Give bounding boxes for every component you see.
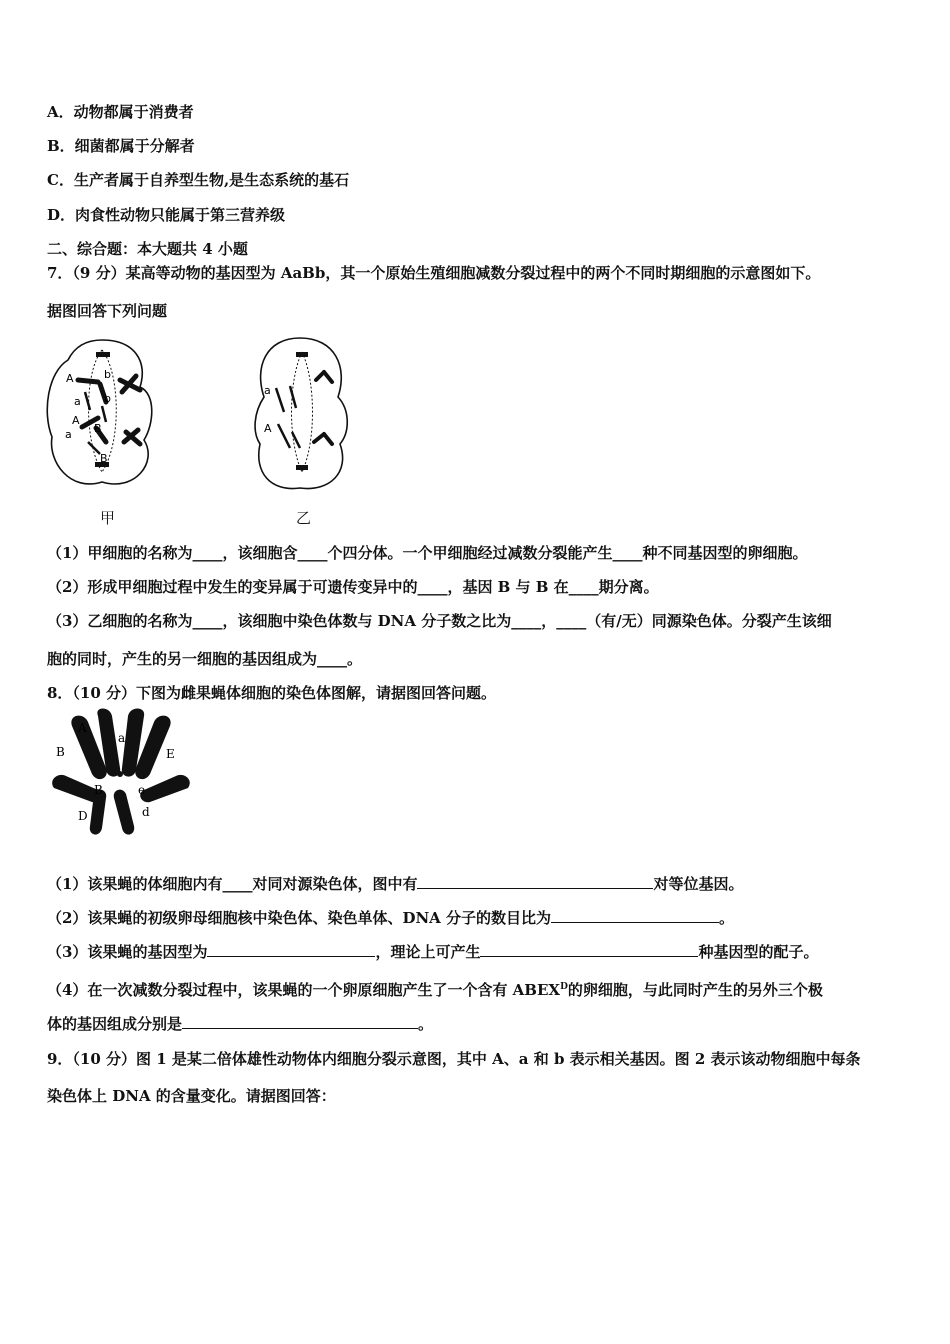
q9-stem: 9．（10 分）图 1 是某二倍体雄性动物体内细胞分裂示意图，其中 A、a 和 b 表示相关基因。图 2 表示该动物细胞中每条 [47, 1050, 861, 1068]
q8-part-3 [47, 942, 818, 962]
q8-part-3-tail: 种基因型的配子。 [698, 943, 819, 961]
q7-part-2: （2）形成甲细胞过程中发生的变异属于可遗传变异中的____，基因 B 与 B 在____期分离。 [47, 578, 659, 596]
q8-part-4b [47, 1014, 433, 1034]
cell-jia-figure [40, 332, 170, 502]
gene-label: e [138, 783, 146, 797]
fruitfly-chromosome-figure [50, 708, 195, 840]
gene-label: B [100, 452, 108, 465]
gene-label: E [166, 747, 175, 761]
q8-part-2 [47, 908, 734, 928]
answer-blank [551, 908, 719, 923]
q7-stem: 7．（9 分）某高等动物的基因型为 AaBb，其一个原始生殖细胞减数分裂过程中的两个不同时期细胞的示意图如下。 [47, 264, 821, 282]
q8-part-2-text: （2）该果蝇的初级卵母细胞核中染色体、染色单体、DNA 分子的数目比为 [47, 909, 552, 927]
cell-yi-figure [250, 332, 360, 502]
gene-label: d [142, 805, 150, 819]
q8-part-3-text: （3）该果蝇的基因型为 [47, 943, 208, 961]
section-heading: 二、综合题：本大题共 4 小题 [47, 240, 248, 258]
gene-label: a [74, 395, 81, 408]
q8-part-4 [47, 977, 823, 1000]
gene-label: A [78, 721, 87, 735]
fig-caption-jia: 甲 [100, 509, 116, 527]
gene-label: a [264, 384, 271, 397]
q8-part-4-text: （4）在一次减数分裂过程中，该果蝇的一个卵原细胞产生了一个含有 ABEX [47, 981, 561, 999]
gene-label: D [78, 809, 88, 823]
answer-blank [182, 1014, 418, 1029]
gene-label: B [94, 783, 103, 797]
option-d: D．肉食性动物只能属于第三营养级 [47, 206, 286, 224]
gene-label: A [264, 422, 272, 435]
option-a: A．动物都属于消费者 [47, 103, 194, 121]
gene-label: a [118, 731, 126, 745]
q8-part-4-rest: 的卵细胞，与此同时产生的另外三个极 [567, 981, 823, 999]
q8-part-4b-tail: 。 [418, 1015, 434, 1033]
q7-part-3a: （3）乙细胞的名称为____，该细胞中染色体数与 DNA 分子数之比为____，____（有/无）同源染色体。分裂产生该细 [47, 612, 832, 630]
q7-part-1: （1）甲细胞的名称为____，该细胞含____个四分体。一个甲细胞经过减数分裂能产生____种不同基因型的卵细胞。 [47, 544, 808, 562]
q7-stem-2: 据图回答下列问题 [47, 302, 168, 320]
q9-stem-2: 染色体上 DNA 的含量变化。请据图回答： [47, 1087, 336, 1105]
gene-label: A [66, 372, 74, 385]
answer-blank [207, 942, 375, 957]
fig-caption-yi: 乙 [296, 509, 312, 527]
q8-part-1-tail: 对等位基因。 [653, 875, 744, 893]
q8-stem: 8．（10 分）下图为雌果蝇体细胞的染色体图解，请据图回答问题。 [47, 684, 497, 702]
gene-label: B [94, 422, 102, 435]
gene-label: a [65, 428, 72, 441]
option-b: B．细菌都属于分解者 [47, 137, 195, 155]
q8-part-2-tail: 。 [719, 909, 735, 927]
gene-label: A [72, 414, 80, 427]
option-c: C．生产者属于自养型生物,是生态系统的基石 [47, 171, 350, 189]
answer-blank [480, 942, 698, 957]
q8-part-3-mid: ，理论上可产生 [375, 943, 481, 961]
q8-part-4b-text: 体的基因组成分别是 [47, 1015, 183, 1033]
q7-part-3b: 胞的同时，产生的另一细胞的基因组成为____。 [47, 650, 363, 668]
superscript: D [560, 982, 568, 992]
q8-part-1 [47, 874, 743, 894]
gene-label: b [104, 392, 111, 405]
gene-label: B [56, 745, 65, 759]
answer-blank [417, 874, 653, 889]
gene-label: b [104, 368, 111, 381]
q8-part-1-text: （1）该果蝇的体细胞内有____对同对源染色体，图中有 [47, 875, 418, 893]
